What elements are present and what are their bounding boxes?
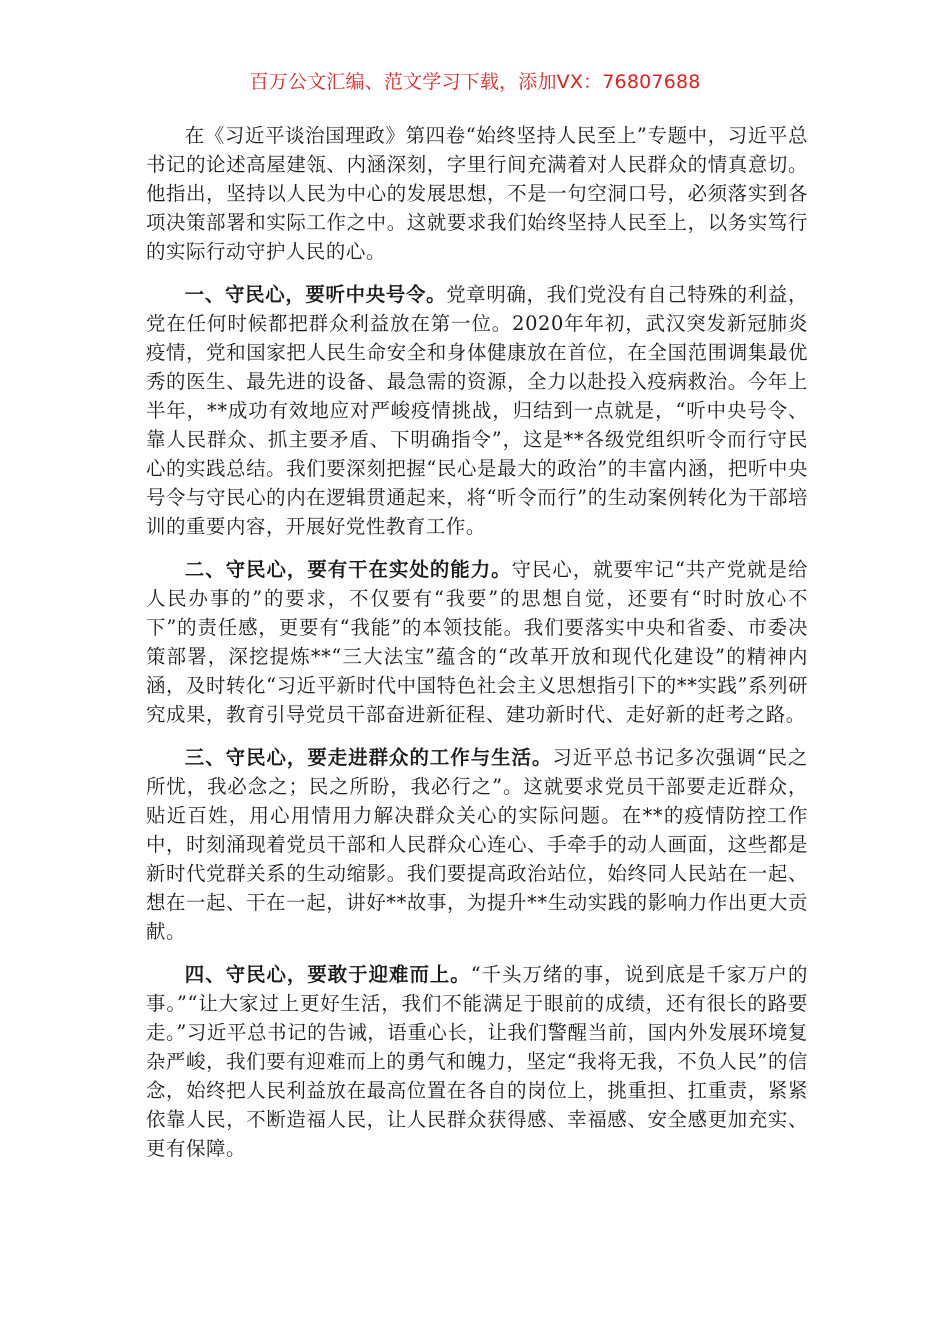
paragraph-section-2 <box>146 555 808 729</box>
paragraph-heading: 一、守民心，要听中央号令。 <box>184 283 447 306</box>
paragraph-section-1 <box>146 280 808 541</box>
paragraph-heading: 二、守民心，要有干在实处的能力。 <box>184 558 512 581</box>
paragraph-body: 在《习近平谈治国理政》第四卷“始终坚持人民至上”专题中，习近平总书记的论述高屋建瓴、内涵深刻，字里行间充满着对人民群众的情真意切。他指出，坚持以人民为中心的发展思想，不是一句空洞口号，必须落实到各项决策部署和实际工作之中。这就要求我们始终坚持人民至上，以务实笃行的实际行动守护人民的心。 <box>146 124 808 263</box>
watermark-header: 百万公文汇编、范文学习下载，添加VX：76807688 <box>249 71 701 93</box>
paragraph-heading: 四、守民心，要敢于迎难而上。 <box>184 963 471 986</box>
paragraph-body: 习近平总书记多次强调“民之所忧，我必念之；民之所盼，我必行之”。这就要求党员干部要走近群众，贴近百姓，用心用情用力解决群众关心的实际问题。在**的疫情防控工作中，时刻涌现着党员干部和人民群众心连心、手牵手的动人画面，这些都是新时代党群关系的生动缩影。我们要提高政治站位，始终同人民站在一起、想在一起、干在一起，讲好**故事，为提升**生动实践的影响力作出更大贡献。 <box>146 746 808 943</box>
paragraph-intro <box>146 121 808 266</box>
paragraph-body: 守民心，就要牢记“共产党就是给人民办事的”的要求，不仅要有“我要”的思想自觉，还要有“时时放心不下”的责任感，更要有“我能”的本领技能。我们要落实中央和省委、市委决策部署，深挖提炼**“三大法宝”蕴含的“改革开放和现代化建设”的精神内涵，及时转化“习近平新时代中国特色社会主义思想指引下的**实践”系列研究成果，教育引导党员干部奋进新征程、建功新时代、走好新的赶考之路。 <box>146 558 808 726</box>
paragraph-body: “千头万绪的事，说到底是千家万户的事。”“让大家过上更好生活，我们不能满足于眼前的成绩，还有很长的路要走。”习近平总书记的告诫，语重心长，让我们警醒当前，国内外发展环境复杂严峻，我们要有迎难而上的勇气和魄力，坚定“我将无我，不负人民”的信念，始终把人民利益放在最高位置在各自的岗位上，挑重担、扛重责，紧紧依靠人民，不断造福人民，让人民群众获得感、幸福感、安全感更加充实、更有保障。 <box>146 963 808 1160</box>
article-body <box>146 121 808 1177</box>
paragraph-body: 党章明确，我们党没有自己特殊的利益，党在任何时候都把群众利益放在第一位。2020年年初，武汉突发新冠肺炎疫情，党和国家把人民生命安全和身体健康放在首位，在全国范围调集最优秀的医生、最先进的设备、最急需的资源，全力以赴投入疫病救治。今年上半年，**成功有效地应对严峻疫情挑战，归结到一点就是，“听中央号令、靠人民群众、抓主要矛盾、下明确指令”，这是**各级党组织听令而行守民心的实践总结。我们要深刻把握“民心是最大的政治”的丰富内涵，把听中央号令与守民心的内在逻辑贯通起来，将“听令而行”的生动案例转化为干部培训的重要内容，开展好党性教育工作。 <box>146 283 808 538</box>
paragraph-section-4 <box>146 960 808 1163</box>
paragraph-heading: 三、守民心，要走进群众的工作与生活。 <box>184 746 553 769</box>
paragraph-section-3 <box>146 743 808 946</box>
